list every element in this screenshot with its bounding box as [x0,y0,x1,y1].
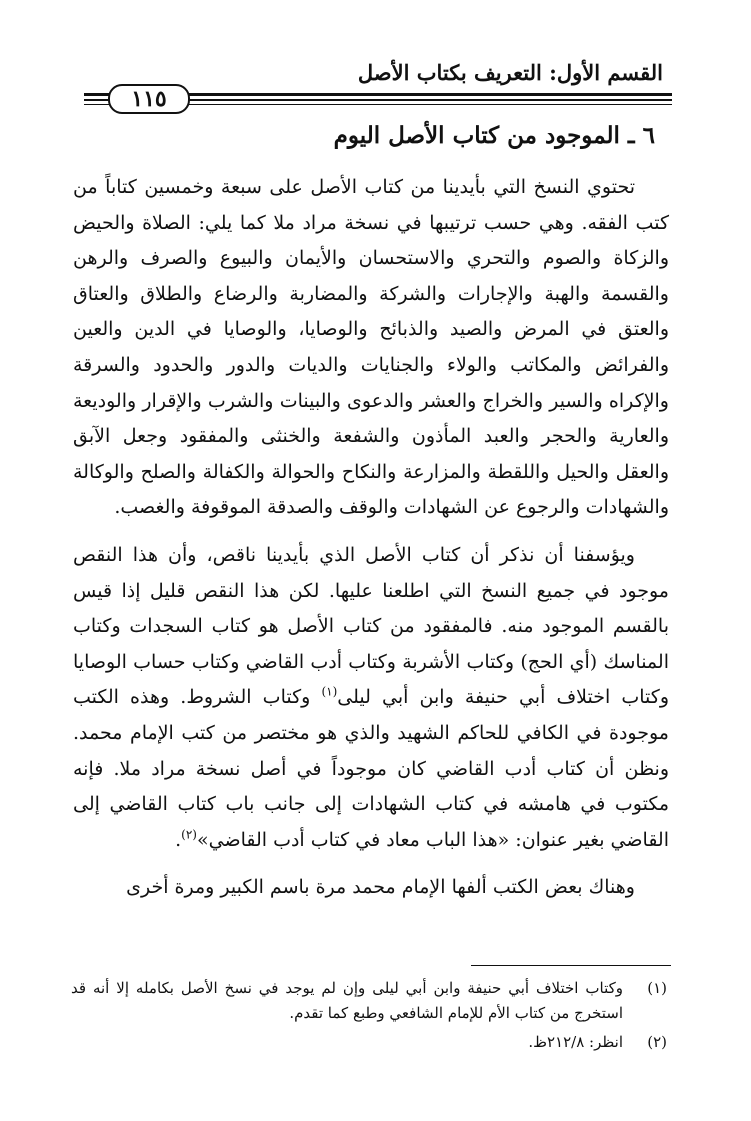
paragraph-text-part3: . [175,828,182,851]
body-text [73,170,669,906]
footnote-marker-1[interactable]: (١) [321,684,338,699]
footnote-separator [471,965,671,966]
paragraph-text-part1: ويؤسفنا أن نذكر أن كتاب الأصل الذي بأيدينا ناقص، وأن هذا النقص موجود في جميع النسخ التي اطلعنا عليها. لكن هذا النقص قليل إذا قيس بالقسم الموجود منه. فالمفقود من كتاب الأصل هو كتاب السجدات وكتاب المناسك (أي الحج) وكتاب الأشربة وكتاب أدب القاضي وكتاب حساب الوصايا وكتاب اختلاف أبي حنيفة وابن أبي ليلى [73,543,670,709]
page-number: ١١٥ [108,84,190,114]
footnote-number: (٢) [647,1033,667,1051]
footnote-1 [71,976,667,1026]
footnotes [71,976,667,1059]
paragraph-text-part2: وكتاب الشروط. وهذه الكتب موجودة في الكافي للحاكم الشهيد والذي هو مختصر من كتب الإمام محمد. ونظن أن كتاب أدب القاضي كان موجوداً في أصل نسخة مراد ملا. فإنه مكتوب في هامشه في كتاب الشهادات إلى جانب باب كتاب القاضي إلى القاضي بغير عنوان: «هذا الباب معاد في كتاب أدب القاضي» [73,686,669,851]
footnote-2 [71,1030,667,1055]
section-title: ٦ ـ الموجود من كتاب الأصل اليوم [333,122,655,149]
footnote-text: انظر: ٢١٢/٨ظ. [528,1033,623,1051]
footnote-number: (١) [647,979,667,997]
paragraph-book-list: تحتوي النسخ التي بأيدينا من كتاب الأصل على سبعة وخمسين كتاباً من كتب الفقه. وهي حسب ترتيبها في نسخة مراد ملا كما يلي: الصلاة والحيض والزكاة والصوم والتحري والاستحسان والأيمان والبيوع والصرف والرهن والقسمة والهبة والإجارات والشركة والمضاربة والرضاع والطلاق والعتاق والعتق في المرض والصيد والذبائح والوصايا، والوصايا في الدين والعين والفرائض والمكاتب والولاء والجنايات والديات والدور والحدود والسرقة والإكراه والسير والخراج والعشر والدعوى والبينات والشرب والإقرار والوديعة والعارية والحجر والعبد المأذون والشفعة والخنثى والمفقود وجعل الآبق والعقل والحيل واللقطة والمزارعة والنكاح والحوالة والكفالة والصلح والوكالة والشهادات والرجوع عن الشهادات والوقف والصدقة الموقوفة والغصب. [73,176,669,519]
footnote-marker-2[interactable]: (٢) [181,827,197,842]
paragraph-continued: وهناك بعض الكتب ألفها الإمام محمد مرة باسم الكبير ومرة أخرى [126,876,635,899]
running-head-title: القسم الأول: التعريف بكتاب الأصل [357,60,663,85]
paragraph-missing-books [73,538,669,858]
footnote-text: وكتاب اختلاف أبي حنيفة وابن أبي ليلى وإن لم يوجد في نسخ الأصل بكامله إلا أنه قد استخرج من كتاب الأم للإمام الشافعي وطبع كما تقدم. [71,979,623,1022]
